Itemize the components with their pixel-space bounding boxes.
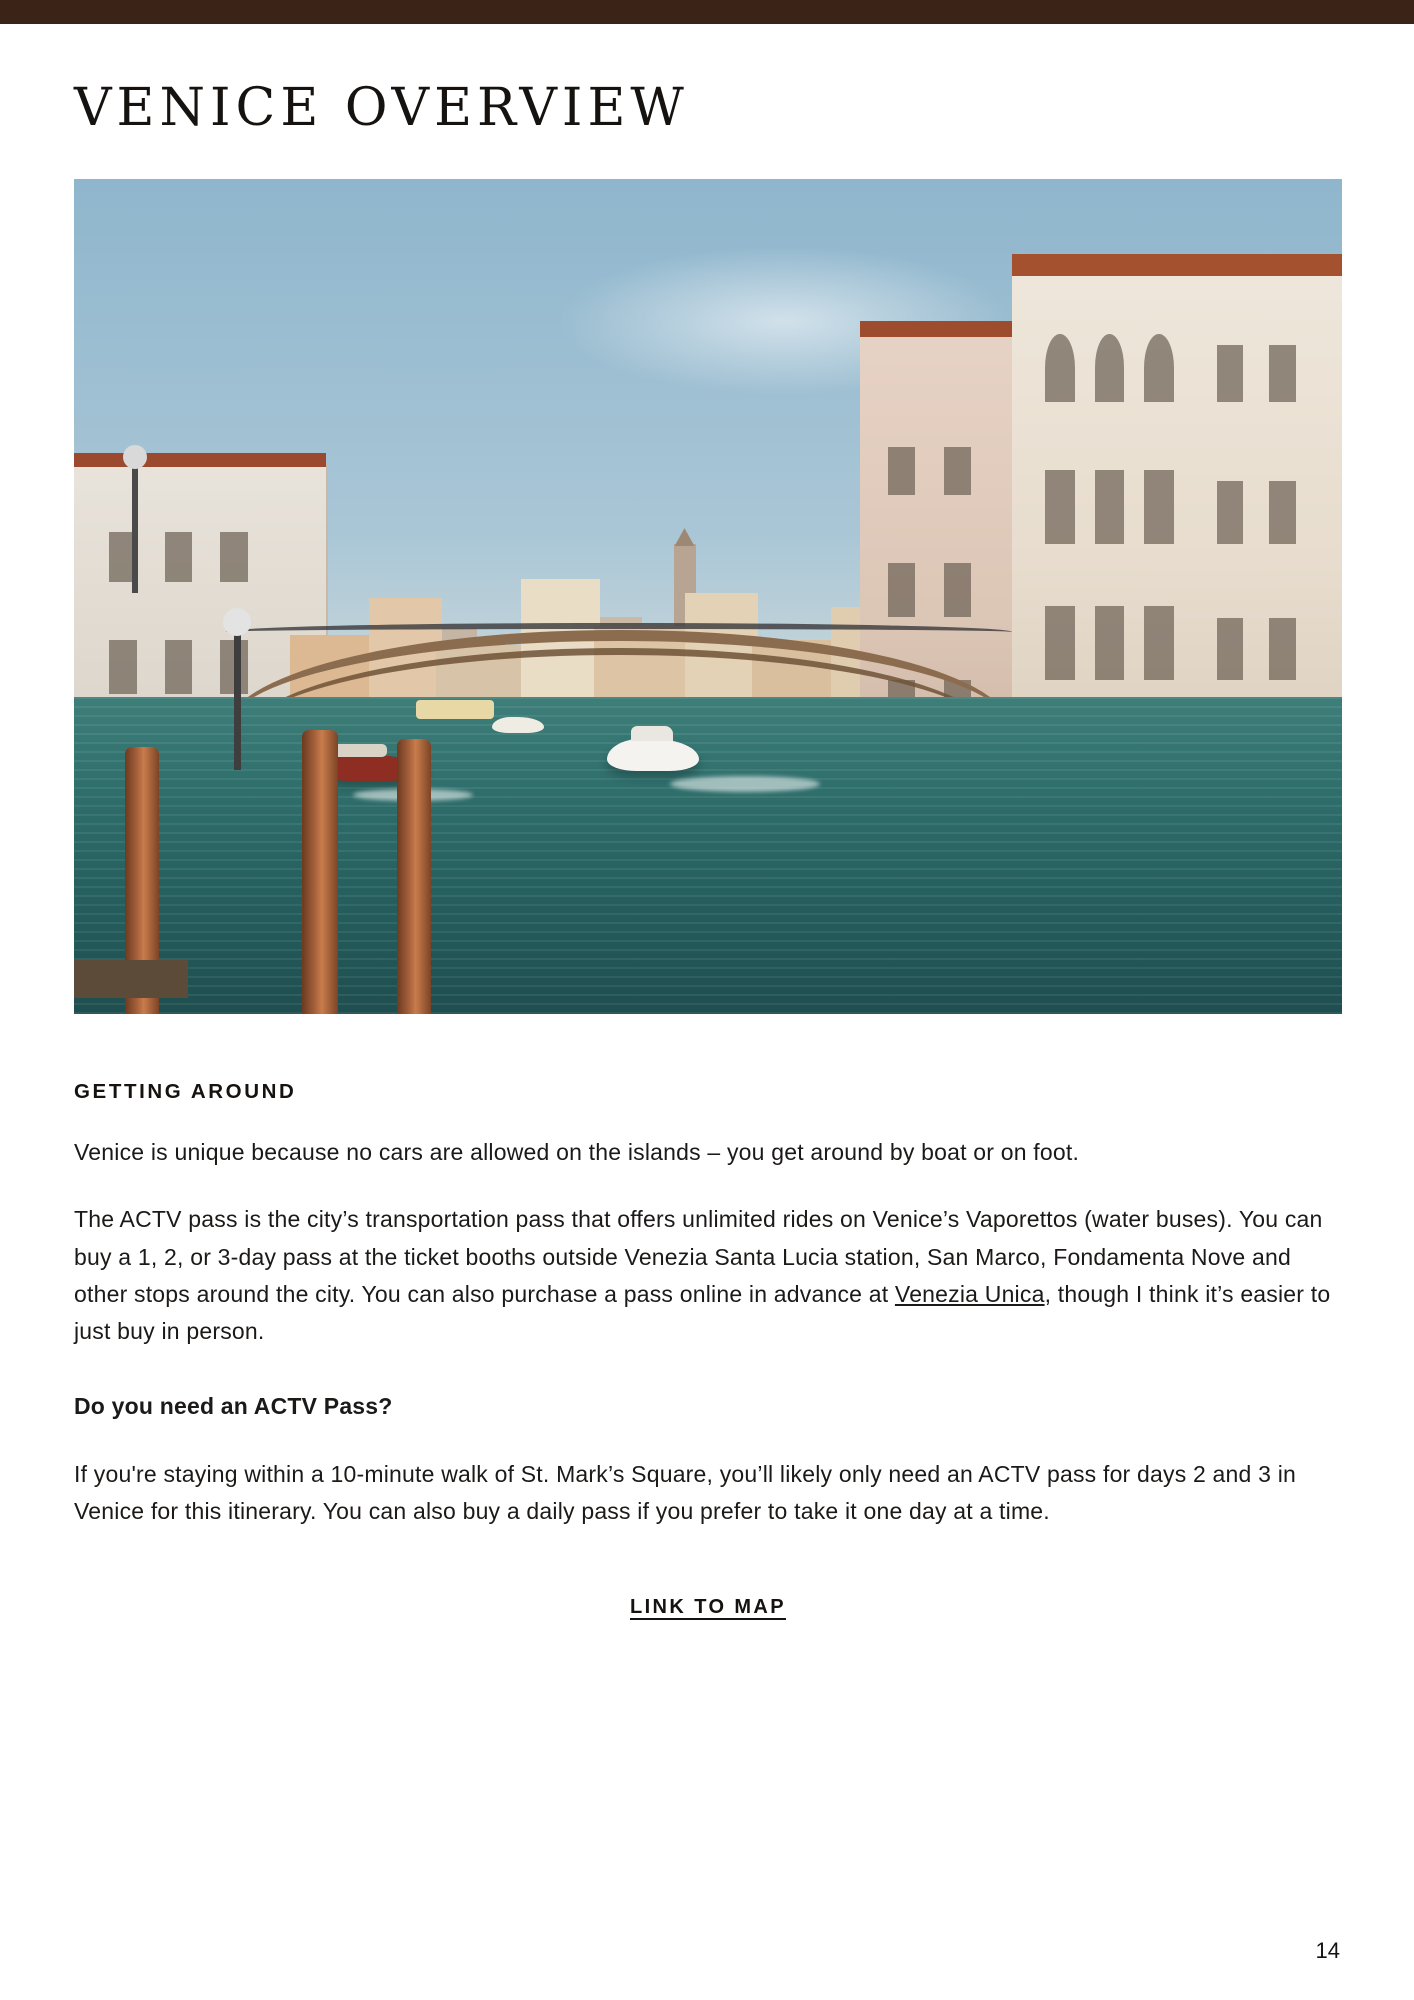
paragraph-staying-near-san-marco: If you're staying within a 10-minute walk of St. Mark’s Square, you’ll likely only need an ACTV pass for days 2 and 3 in Venice for this itinerary. You can also buy a daily pass if you prefer to take it one day at a time. xyxy=(74,1460,1297,1524)
section-heading-getting-around: GETTING AROUND xyxy=(74,1080,297,1104)
wooden-piling-2 xyxy=(302,730,338,1014)
link-to-map[interactable]: LINK TO MAP xyxy=(629,1596,787,1619)
paragraph-actv-pass-text: The ACTV pass is the city’s transportation pass that offers unlimited rides on Venice’s Vaporettos (water buses). You can buy a 1, 2, or 3-day pass at the ticket booths outside Venezia Santa Lucia station, San Marco, Fondamenta Nove and other stops around the city. You can also purchase a pass online in advance at xyxy=(74,1206,1323,1307)
canal-water xyxy=(74,697,1342,1014)
street-lamp-near xyxy=(234,630,241,770)
page-number: 14 xyxy=(1315,1938,1340,1963)
wooden-dock xyxy=(74,960,188,998)
paragraph-actv-pass-tail: , though I think it’s easier to just buy in person. xyxy=(74,1280,1331,1345)
street-lamp-far xyxy=(132,463,138,593)
map-link-container xyxy=(74,1596,1342,1619)
page-title: VENICE OVERVIEW xyxy=(74,78,689,138)
subheading-need-actv-pass: Do you need an ACTV Pass? xyxy=(74,1393,393,1420)
venezia-unica-link[interactable]: Venezia Unica xyxy=(894,1280,1045,1307)
small-boat xyxy=(492,717,544,733)
paragraph-no-cars: Venice is unique because no cars are allowed on the islands – you get around by boat or on foot. xyxy=(74,1139,1080,1166)
hero-image xyxy=(74,179,1342,1014)
document-page xyxy=(0,24,1414,2000)
wooden-piling-3 xyxy=(397,739,431,1015)
decorative-top-bar xyxy=(0,0,1414,24)
vaporetto-boat xyxy=(416,700,494,719)
paragraph-actv-pass xyxy=(74,1201,1342,1350)
page-content xyxy=(74,80,1342,1619)
